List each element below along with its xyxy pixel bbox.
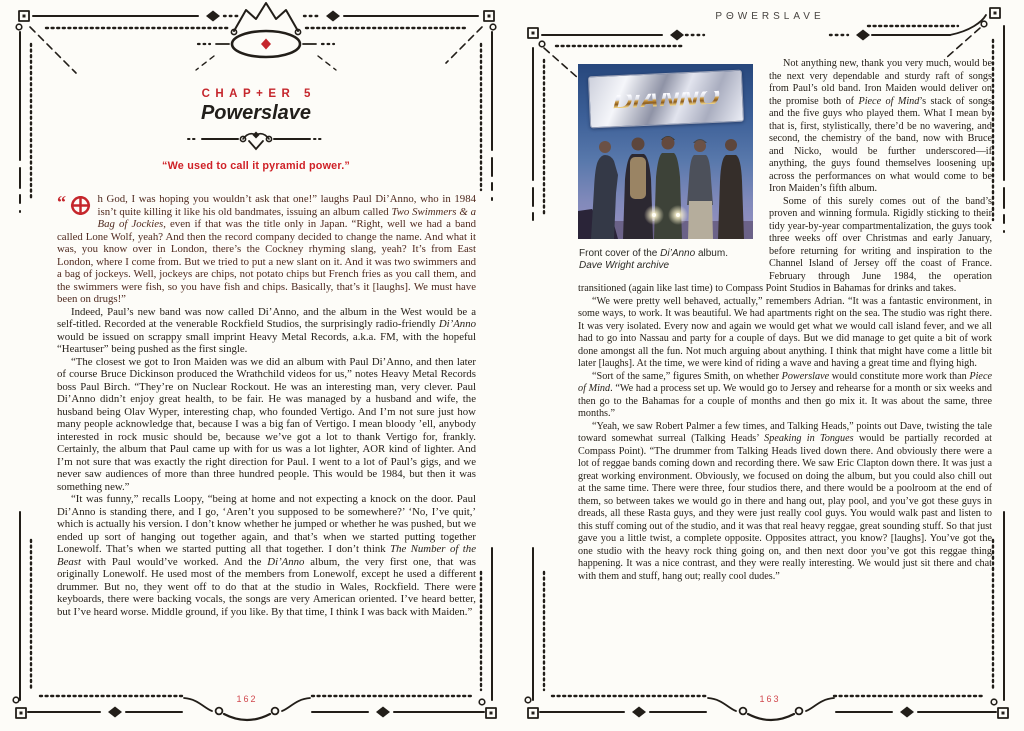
- left-page-text: [57, 193, 476, 671]
- band-members-photo: [578, 127, 753, 239]
- dianno-logo: DiANNO: [611, 81, 721, 117]
- chapter-epigraph: “We used to call it pyramid power.”: [162, 160, 350, 172]
- paragraph-1: [57, 193, 476, 306]
- chapter-label: CHAP+ER 5: [201, 88, 316, 100]
- chapter-title: Powerslave: [200, 102, 312, 124]
- chapter-divider-ornament: [186, 130, 326, 152]
- paragraph-3: “The closest we got to Iron Maiden was we did an album with Paul Di’Anno, and then later of course Bruce Dickinson produced the Wrathchild videos for us,” notes Heavy Metal Records boss Paul Birch. “They’re on Nuclear Rockout. He was an interesting man, very clever. Paul Di’Anno didn’t enjoy great health, to be fair. He was managed by a husband and wife, the husband being Olav Wyper, interesting chap, who founded Vertigo. And I’m not sure just how many people acknowledge that, because I was a big fan of Vertigo. I mean bloody ’ell, anybody interested in rock music should be, because we’ve got a lot to thank Vertigo for, frankly. Certainly, the album that Paul came up with for us was a lot lighter, AOR kind of lighter. And I’m not sure that was exactly the right direction for Paul. I went to a lot of Paul’s gigs, and we never saw audiences of more than three hundred people. This would be 1984, but then it was something new.”: [57, 355, 476, 493]
- dropcap-group: [57, 194, 91, 219]
- running-head: PΘWERSLAVE: [715, 11, 825, 22]
- page-number-left: 162: [236, 694, 258, 704]
- paragraph-9: “Yeah, we saw Robert Palmer a few times, and Talking Heads,” points out Dave, twisting the tale toward somewhat surreal (Talking Heads’ Speaking in Tongues would be partially recorded at Compass Point). “The drummer from Talking Heads lived down there. And obviously there were a lot of reggae bands coming down and recording there. We saw Eric Clapton down there. It was just a great working environment. Obviously, we focused on doing the album, but you could also chill out at the same time. There were three, four studios there, and there would be a poolroom at the end of them, so between takes we would go in there and hang out, play pool, and you’ve got these guys in dreads, all these Rasta guys, and they were just really cool guys. You would walk past and listen to this stuff coming out of the studio, and it was that real heavy reggae, great sounding stuff. So that just gave you a little twist, a complete opposite. Opposites attract, you know? [laughs]. You’ve got the one studio with the heavy rock thing going on, and then next door you’ve got this reggae thing happening. It was a nice contrast, and they were really interesting. We would just sit there and chat with them and stuff, hang out; really cool dudes.”: [578, 420, 992, 582]
- dianno-logo-panel: [588, 70, 744, 129]
- paragraph-5: Not anything new, thank you very much, would be the next very dependable and sturdy raft of songs from Paul’s old band. Iron Maiden would deliver on the promise both of Piece of Mind’s stack of songs and the five guys who played them. What I mean by that is, first, stylistically, there’d be no wavering, and second, the chemistry of the band, now with Bruce and Nicko, would be further underscored—if anything, the guys found themselves loosening up across the performances on what would come to be Iron Maiden’s fifth album.: [769, 58, 992, 194]
- paragraph-7: “We were pretty well behaved, actually,” remembers Adrian. “It was a fantastic environment, in some ways, to work. It was beautiful. We had apartments right on the sea. The studio was right there. It was very isolated. Every now and again we would get what we would call island fever, and we all had to go into Nassau and party for a couple of days. But we did manage to get quite a bit of work done amongst all the fun. Not much arguing about anything. I think that might have come a little bit later [laughs]. At the time, we were kind of riding a wave and having a great time and flying high.: [578, 295, 992, 369]
- paragraph-2: Indeed, Paul’s new band was now called Di’Anno, and the album in the West would be a self-titled. Recorded at the venerable Rockfield Studios, the surprisingly radio-friendly Di’Anno would be issued on scrappy small imprint Heavy Metal Records, a.k.a. FM, with the hopeful “Heartuser” being pushed as the first single.: [57, 305, 476, 355]
- circled-cross-icon: [70, 195, 91, 216]
- page-number-right: 163: [759, 694, 781, 704]
- caption-line-1: Front cover of the Di’Anno album.: [579, 248, 728, 259]
- opening-quote-mark: “: [57, 193, 65, 212]
- chapter-header: [0, 0, 512, 172]
- paragraph-6: Some of this surely comes out of the band’s proven and winning formula. Rigidly sticking to their tidy year-by-year compartmentalization, the guys took three weeks off over Christmas and early January, before returning for writing and inspiration to the Channel Island of Jersey off the coast of France. February through June 1984, the operation transitioned (again like last time) to Compass Point Studios in Bahamas for drinks and takes.: [578, 195, 992, 294]
- paragraph-1-text: h God, I was hoping you wouldn’t ask that one!” laughs Paul Di’Anno, who in 1984 isn’t quite killing it like his old bandmates, issuing an album called Two Swimmers & a Bag of Jockies, even if that was the title only in Japan. “Right, well we had a band called Lone Wolf, yeah? And then the record company decided to change the name. And what it was, you know over in London, there’s the Cockney rhyming slang, yeah? It’s from East London, where I come from. But we tried to put a new slant on it. And it was two swimmers and a bag of jockeys. Well, jockeys are chips, not potato chips but French fries as you call them, and the swimmers were fish, so you have fish and chips. Basically, that’s it [laughs]. We must have been on drugs!”: [57, 193, 476, 305]
- album-cover-figure: [578, 64, 753, 272]
- album-cover-photo: [578, 64, 753, 239]
- page-right: [512, 0, 1024, 731]
- paragraph-4: “It was funny,” recalls Loopy, “being at home and not expecting a knock on the door. Paul Di’Anno is standing there, and I go, ‘Aren’t you supposed to be somewhere?’ ‘No, I’ve quit,’ which is actually his version. I don’t know whether he jumped or whether he was pushed, but we ended up sort of hanging out together again, and that’s when we started putting together Lonewolf. That’s when we started putting all that together. I don’t think The Number of the Beast with Paul would’ve worked. And the Di’Anno album, the very first one, that was originally Lonewolf. He used most of the members from Lonewolf, except he used a different drummer. But no, they went off to do that at the studio in Wales, Rockfield. There were keyboards, there were backing vocals, the songs are very American oriented. I’ve heard better, but I’ve heard worse. Middle ground, if you like. By that time, I think I was back with Maiden.”: [57, 493, 476, 618]
- paragraph-8: “Sort of the same,” figures Smith, on whether Powerslave would constitute more work than Piece of Mind. “We had a process set up. We would go to Jersey and rehearse for a month or six weeks and then go to the Bahamas for a couple of months and then go mix it. It was about the same, three months.”: [578, 370, 992, 419]
- album-caption: [579, 248, 753, 272]
- right-page-text: [578, 58, 992, 670]
- caption-line-2: Dave Wright archive: [579, 260, 670, 271]
